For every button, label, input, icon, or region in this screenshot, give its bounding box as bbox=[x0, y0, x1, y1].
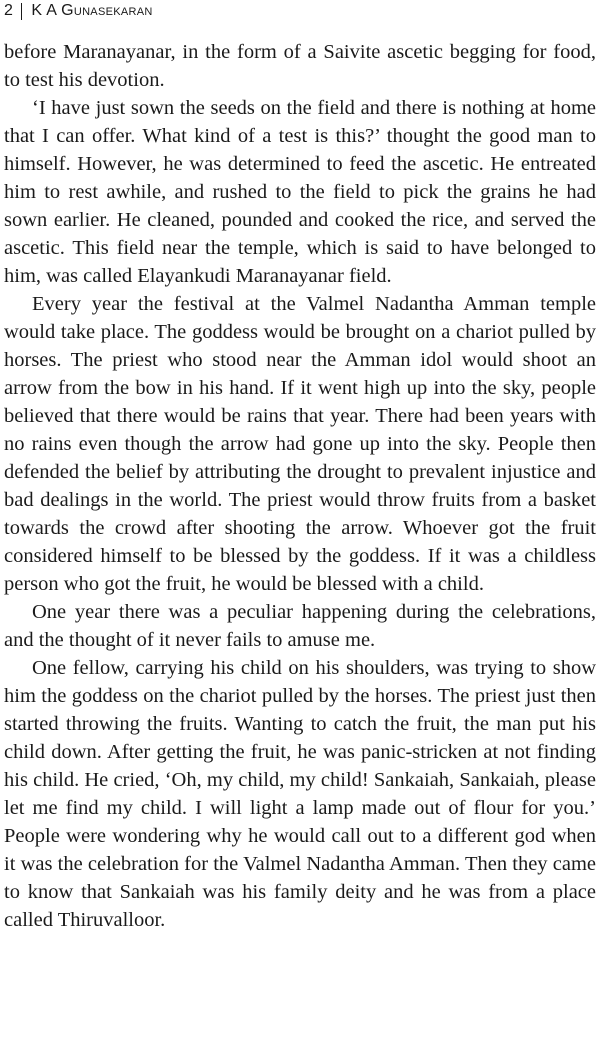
header-divider bbox=[21, 3, 23, 20]
paragraph-continued: before Maranayanar, in the form of a Saivite ascetic begging for food, to test his devotion. bbox=[4, 41, 596, 91]
paragraph: One fellow, carrying his child on his shoulders, was trying to show him the goddess on the chariot pulled by the horses. The priest just then started throwing the fruits. Wanting to catch the fruit, the man put his child down. After getting the fruit, he was panic-stricken at not finding his child. He cried, ‘Oh, my child, my child! Sankaiah, Sankaiah, please let me find my child. I will light a lamp made out of flour for you.’ People were wondering why he would call out to a different god when it was the celebration for the Valmel Nadantha Amman. Then they came to know that Sankaiah was his family deity and he was from a place called Thiruvalloor. bbox=[4, 657, 596, 931]
page-number: 2 bbox=[4, 2, 13, 19]
body-text bbox=[4, 38, 596, 934]
running-head bbox=[4, 0, 153, 22]
author-name: K A Gunasekaran bbox=[31, 2, 153, 19]
paragraph: ‘I have just sown the seeds on the field and there is nothing at home that I can offer. What kind of a test is this?’ thought the good man to himself. However, he was determined to feed the ascetic. He entreated him to rest awhile, and rushed to the field to pick the grains he had sown earlier. He cleaned, pounded and cooked the rice, and served the ascetic. This field near the temple, which is said to have belonged to him, was called Elayankudi Maranayanar field. bbox=[4, 97, 596, 287]
paragraph: One year there was a peculiar happening during the celebrations, and the thought of it never fails to amuse me. bbox=[4, 601, 596, 651]
paragraph: Every year the festival at the Valmel Nadantha Amman temple would take place. The goddess would be brought on a chariot pulled by horses. The priest who stood near the Amman idol would shoot an arrow from the bow in his hand. If it went high up into the sky, people believed that there would be rains that year. There had been years with no rains even though the arrow had gone up into the sky. People then defended the belief by attributing the drought to prevalent injustice and bad dealings in the world. The priest would throw fruits from a basket towards the crowd after shooting the arrow. Whoever got the fruit considered himself to be blessed by the goddess. If it was a childless person who got the fruit, he would be blessed with a child. bbox=[4, 293, 596, 595]
